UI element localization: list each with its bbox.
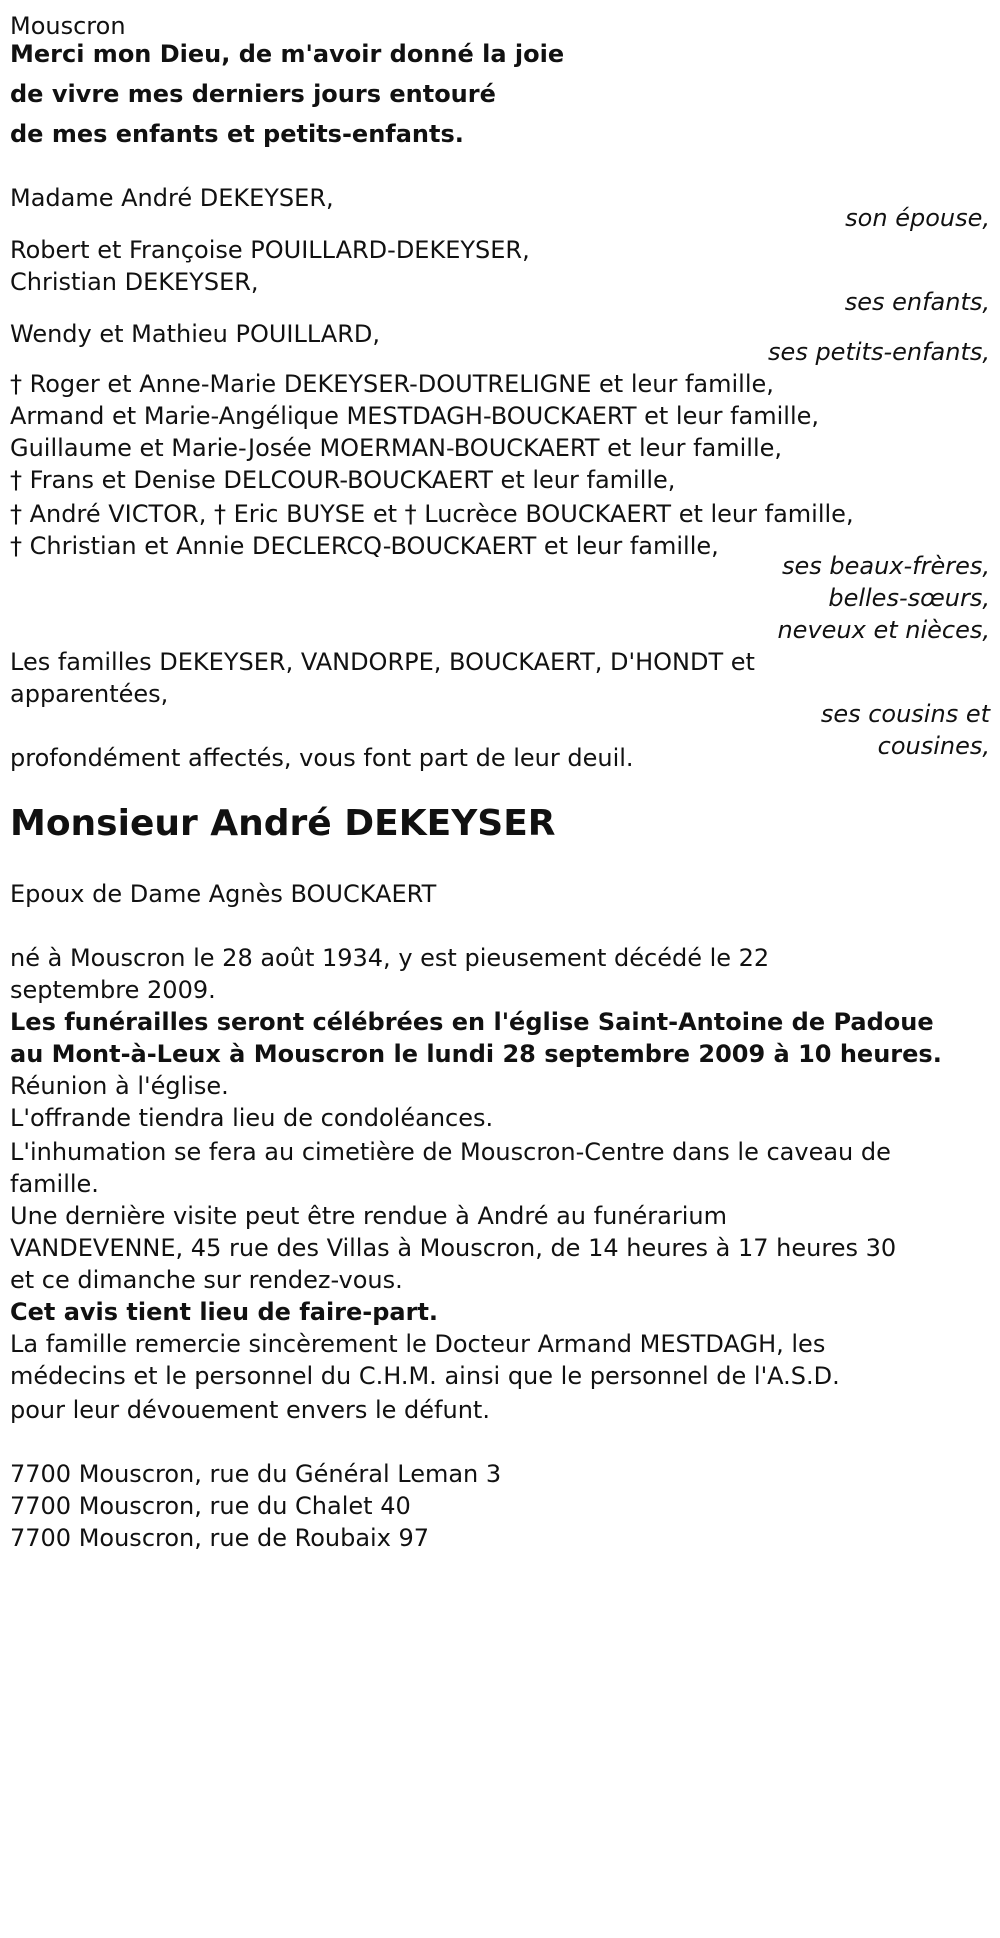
thanks-text: pour leur dévouement envers le défunt. [10, 1396, 490, 1424]
visit-text: Une dernière visite peut être rendue à André au funérarium [10, 1202, 727, 1230]
address-line: 7700 Mouscron, rue de Roubaix 97 [10, 1524, 430, 1552]
grandchild-name: Wendy et Mathieu POUILLARD, [10, 320, 380, 348]
funeral-text: au Mont-à-Leux à Mouscron le lundi 28 septembre 2009 à 10 heures. [10, 1040, 942, 1068]
notice-text: Cet avis tient lieu de faire-part. [10, 1298, 439, 1326]
in-law-name: Armand et Marie-Angélique MESTDAGH-BOUCKAERT et leur famille, [10, 402, 820, 430]
in-law-name: † Roger et Anne-Marie DEKEYSER-DOUTRELIGNE et leur famille, [10, 370, 774, 398]
child-name: Christian DEKEYSER, [10, 268, 259, 296]
funeral-text: Les funérailles seront célébrées en l'église Saint-Antoine de Padoue [10, 1008, 934, 1036]
verse-line: Merci mon Dieu, de m'avoir donné la joie [10, 40, 565, 68]
burial-text: L'inhumation se fera au cimetière de Mouscron-Centre dans le caveau de [10, 1138, 891, 1166]
grandchildren-role: ses petits-enfants, [768, 338, 990, 366]
address-line: 7700 Mouscron, rue du Chalet 40 [10, 1492, 411, 1520]
in-laws-role: belles-sœurs, [828, 584, 990, 612]
cousins-role: cousines, [877, 732, 990, 760]
verse-line: de mes enfants et petits-enfants. [10, 120, 464, 148]
offering-text: L'offrande tiendra lieu de condoléances. [10, 1104, 494, 1132]
in-law-name: † Frans et Denise DELCOUR-BOUCKAERT et leur famille, [10, 466, 676, 494]
cousins-role: ses cousins et [820, 700, 990, 728]
verse-line: de vivre mes derniers jours entouré [10, 80, 496, 108]
in-laws-role: ses beaux-frères, [781, 552, 990, 580]
announcement-text: profondément affectés, vous font part de leur deuil. [10, 744, 634, 772]
cousins-name: Les familles DEKEYSER, VANDORPE, BOUCKAERT, D'HONDT et [10, 648, 755, 676]
birth-death-text: septembre 2009. [10, 976, 216, 1004]
address-line: 7700 Mouscron, rue du Général Leman 3 [10, 1460, 502, 1488]
thanks-text: La famille remercie sincèrement le Docteur Armand MESTDAGH, les [10, 1330, 826, 1358]
meeting-text: Réunion à l'église. [10, 1072, 229, 1100]
in-law-name: Guillaume et Marie-Josée MOERMAN-BOUCKAERT et leur famille, [10, 434, 783, 462]
burial-text: famille. [10, 1170, 99, 1198]
cousins-name: apparentées, [10, 680, 169, 708]
spouse-line: Epoux de Dame Agnès BOUCKAERT [10, 880, 437, 908]
visit-text: VANDEVENNE, 45 rue des Villas à Mouscron, de 14 heures à 17 heures 30 [10, 1234, 897, 1262]
thanks-text: médecins et le personnel du C.H.M. ainsi que le personnel de l'A.S.D. [10, 1362, 840, 1390]
spouse-name: Madame André DEKEYSER, [10, 184, 334, 212]
children-role: ses enfants, [844, 288, 990, 316]
in-laws-role: neveux et nièces, [777, 616, 990, 644]
spouse-role: son épouse, [845, 204, 990, 232]
in-law-name: † Christian et Annie DECLERCQ-BOUCKAERT et leur famille, [10, 532, 719, 560]
deceased-name: Monsieur André DEKEYSER [10, 803, 556, 844]
visit-text: et ce dimanche sur rendez-vous. [10, 1266, 403, 1294]
child-name: Robert et Françoise POUILLARD-DEKEYSER, [10, 236, 530, 264]
city-label: Mouscron [10, 12, 126, 40]
in-law-name: † André VICTOR, † Eric BUYSE et † Lucrèce BOUCKAERT et leur famille, [10, 500, 854, 528]
birth-death-text: né à Mouscron le 28 août 1934, y est pieusement décédé le 22 [10, 944, 770, 972]
